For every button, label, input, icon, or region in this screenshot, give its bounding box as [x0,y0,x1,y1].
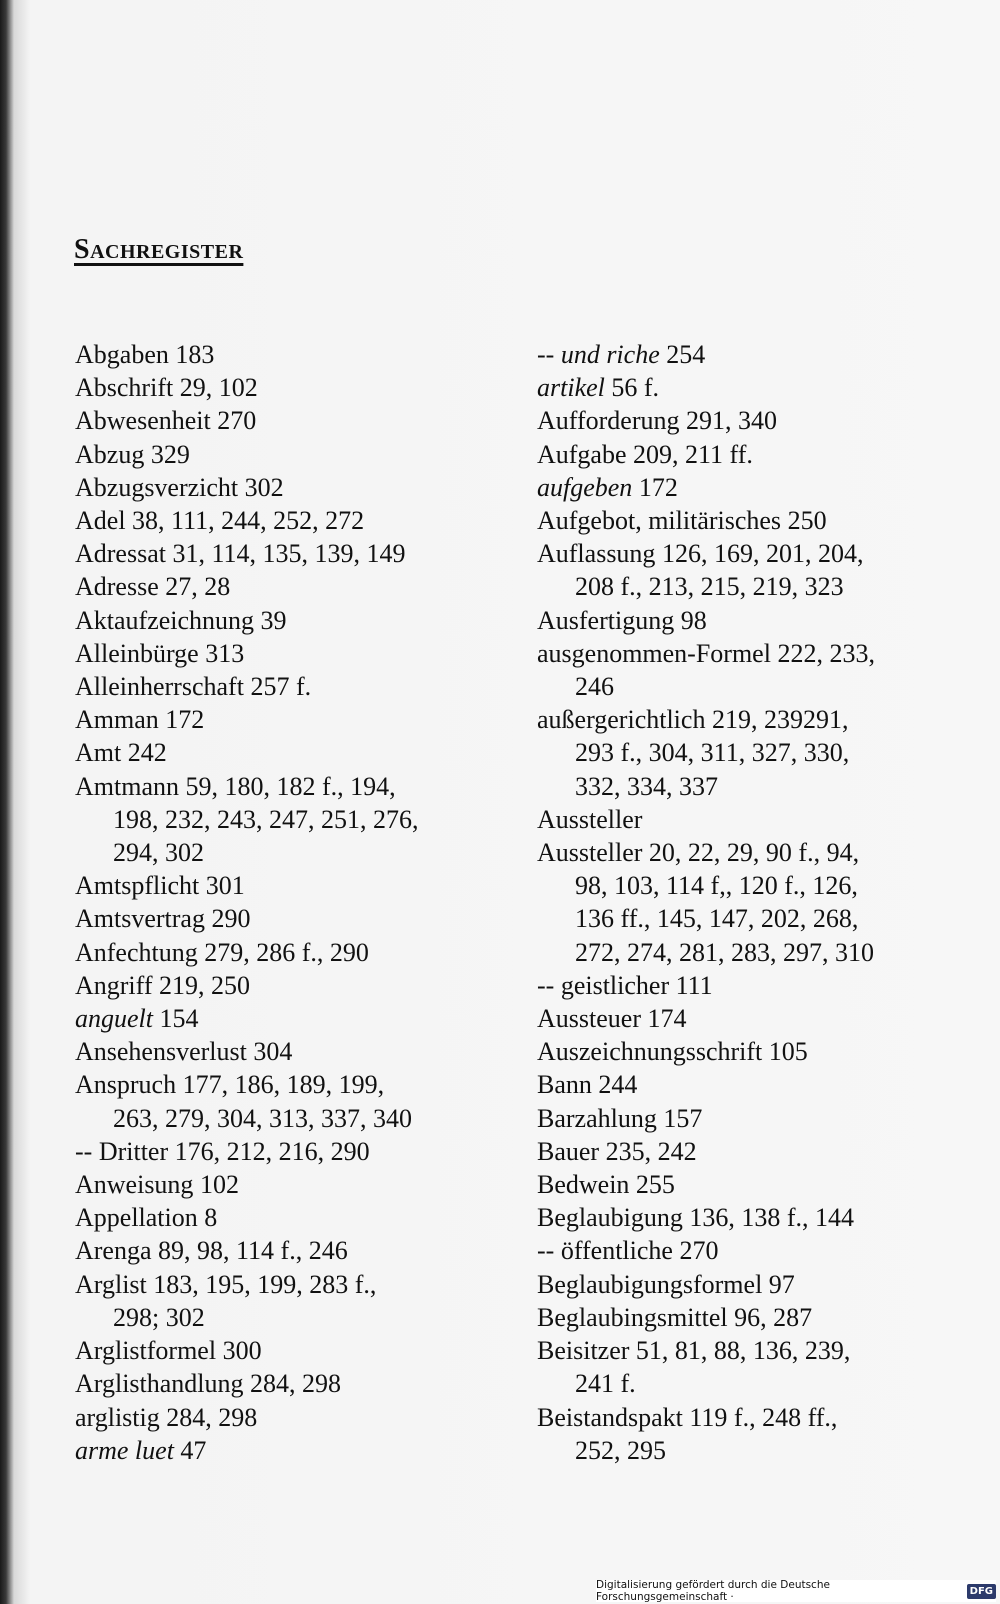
index-entry [75,404,515,437]
entry-term: Ansehensverlust [75,1037,247,1067]
entry-term: Aufgabe [537,439,627,469]
entry-page-refs: 47 [180,1435,207,1465]
entry-term: aufgeben [537,472,633,502]
entry-term: Beglaubigungsformel [537,1269,763,1299]
entry-page-refs: 255 [635,1170,675,1200]
entry-term: Aussteller [537,838,643,868]
entry-continuation: 272, 274, 281, 283, 297, 310 [575,937,874,967]
entry-term: Arglisthandlung [75,1369,244,1399]
entry-term: Abschrift [75,373,174,403]
entry-continuation: 198, 232, 243, 247, 251, 276, [113,804,419,834]
index-entry [537,371,977,404]
entry-page-refs: 290 [211,904,251,934]
entry-page-refs: 174 [647,1004,687,1034]
index-entry [75,604,515,637]
entry-page-refs: 244 [598,1070,638,1100]
index-entry [75,504,515,537]
entry-term: Anweisung [75,1170,194,1200]
entry-page-refs: 301 [205,871,245,901]
entry-term: Beisitzer [537,1336,630,1366]
entry-term: Amtmann [75,771,179,801]
entry-page-refs: 126, 169, 201, 204, [661,539,864,569]
entry-continuation: 298; 302 [113,1302,205,1332]
entry-continuation: 136 ff., 145, 147, 202, 268, [575,904,859,934]
entry-page-refs: 96, 287 [734,1302,813,1332]
index-entry [75,1401,515,1434]
index-entry [537,1301,977,1334]
entry-continuation: 294, 302 [113,838,204,868]
index-entry [75,1367,515,1400]
entry-continuation: 208 f., 213, 215, 219, 323 [575,572,844,602]
index-entry [75,1201,515,1234]
index-entry [537,471,977,504]
index-entry [75,736,515,769]
entry-term: Amman [75,705,159,735]
entry-term: Aufgebot, militärisches [537,506,782,536]
entry-page-refs: 38, 111, 244, 252, 272 [132,506,365,536]
entry-page-refs: 20, 22, 29, 90 f., 94, [648,838,860,868]
entry-page-refs: 304 [253,1037,293,1067]
index-entry [75,1168,515,1201]
entry-continuation: 293 f., 304, 311, 327, 330, [575,738,850,768]
index-entry [75,936,515,969]
index-entry [75,1334,515,1367]
index-entry [537,1234,977,1267]
entry-page-refs: 291, 340 [685,406,777,436]
index-entry [537,1401,977,1467]
entry-continuation: 332, 334, 337 [575,771,718,801]
entry-term: Anfechtung [75,937,198,967]
entry-term: Alleinbürge [75,638,199,668]
index-entry [75,637,515,670]
entry-page-refs: 51, 81, 88, 136, 239, [635,1336,851,1366]
entry-page-refs: 183, 195, 199, 283 f., [153,1269,377,1299]
entry-term: Beglaubingsmittel [537,1302,728,1332]
index-entry [75,1035,515,1068]
entry-continuation: 246 [575,672,614,702]
entry-page-refs: 254 [666,340,706,369]
index-entry [75,902,515,935]
index-entry [537,1201,977,1234]
entry-page-refs: 270 [217,406,257,436]
entry-continuation: 252, 295 [575,1435,666,1465]
index-entry [75,703,515,736]
entry-term: arme luet [75,1435,174,1465]
index-entry [75,1135,515,1168]
index-entry [537,969,977,1002]
entry-page-refs: 98 [680,605,707,635]
entry-term: Auflassung [537,539,656,569]
entry-page-refs: 270 [679,1236,719,1266]
index-entry [75,1434,515,1467]
index-entry [537,836,977,969]
entry-term: Beistandspakt [537,1402,683,1432]
entry-page-refs: 257 f. [250,672,312,702]
index-entry [537,703,977,803]
entry-term: -- öffentliche [537,1236,673,1266]
index-entry [75,371,515,404]
dfg-logo: DFG [967,1584,996,1599]
entry-term: Adressat [75,539,166,569]
entry-term: Amt [75,738,122,768]
entry-term: Abwesenheit [75,406,211,436]
entry-page-refs: 242 [127,738,167,768]
entry-term: Adresse [75,572,159,602]
entry-page-refs: 209, 211 ff. [633,439,753,469]
entry-term: Amtsvertrag [75,904,205,934]
entry-term: Anspruch [75,1070,177,1100]
entry-continuation: 98, 103, 114 f,, 120 f., 126, [575,871,858,901]
entry-page-refs: 222, 233, [777,638,875,668]
entry-term: Aussteuer [537,1004,641,1034]
index-entry [537,338,977,371]
entry-page-refs: 97 [768,1269,795,1299]
entry-page-refs: 105 [768,1037,808,1067]
index-entry [537,404,977,437]
footer-text: Digitalisierung gefördert durch die Deutsche Forschungsgemeinschaft · [596,1579,830,1603]
entry-term: Bann [537,1070,592,1100]
entry-term: Appellation [75,1203,198,1233]
entry-term: Bauer [537,1136,600,1166]
entry-term: Angriff [75,970,153,1000]
entry-term: Aussteller [537,804,643,834]
entry-page-refs: 27, 28 [165,572,231,602]
index-entry [537,604,977,637]
entry-page-refs: 157 [663,1103,703,1133]
entry-term: Arenga [75,1236,152,1266]
entry-term: -- Dritter [75,1136,169,1166]
entry-term: Amtspflicht [75,871,200,901]
entry-term: anguelt [75,1004,153,1034]
entry-term: -- und riche [537,340,660,369]
index-entry [537,1268,977,1301]
entry-page-refs: 250 [787,506,827,536]
entry-term: Arglistformel [75,1336,217,1366]
entry-page-refs: 219, 250 [159,970,251,1000]
entry-page-refs: 183 [175,340,215,369]
entry-page-refs: 279, 286 f., 290 [204,937,369,967]
index-entry [537,1334,977,1400]
entry-term: Abgaben [75,340,169,369]
index-entry [537,803,977,836]
entry-page-refs: 102 [199,1170,239,1200]
entry-page-refs: 8 [204,1203,218,1233]
index-entry [537,1002,977,1035]
entry-page-refs: 154 [159,1004,199,1034]
entry-page-refs: 176, 212, 216, 290 [174,1136,370,1166]
entry-term: Bedwein [537,1170,630,1200]
entry-term: Auszeichnungsschrift [537,1037,763,1067]
entry-term: artikel [537,373,605,403]
index-entry [75,869,515,902]
entry-page-refs: 313 [205,638,245,668]
entry-page-refs: 31, 114, 135, 139, 149 [172,539,406,569]
entry-page-refs: 39 [260,605,287,635]
entry-continuation: 263, 279, 304, 313, 337, 340 [113,1103,412,1133]
entry-page-refs: 119 f., 248 ff., [689,1402,838,1432]
entry-continuation: 241 f. [575,1369,636,1399]
entry-page-refs: 172 [165,705,205,735]
index-entry [537,504,977,537]
entry-term: Adel [75,506,126,536]
index-entry [537,537,977,603]
entry-term: Alleinherrschaft [75,672,244,702]
entry-page-refs: 302 [244,472,284,502]
index-entry [75,338,515,371]
entry-term: Ausfertigung [537,605,675,635]
index-entry [537,1035,977,1068]
entry-term: Abzug [75,439,145,469]
entry-page-refs: 235, 242 [605,1136,697,1166]
entry-page-refs: 111 [675,970,713,1000]
entry-term: Barzahlung [537,1103,657,1133]
entry-page-refs: 59, 180, 182 f., 194, [185,771,396,801]
entry-term: arglistig [75,1402,160,1432]
entry-page-refs: 56 f. [611,373,660,403]
index-column-left [75,338,515,1467]
entry-term: -- geistlicher [537,970,670,1000]
index-entry [75,537,515,570]
index-entry [75,471,515,504]
index-entry [537,438,977,471]
entry-page-refs: 284, 298 [250,1369,342,1399]
entry-page-refs: 136, 138 f., 144 [689,1203,855,1233]
entry-term: Beglaubigung [537,1203,683,1233]
index-entry [537,1102,977,1135]
index-entry [75,670,515,703]
index-entry [537,1135,977,1168]
entry-page-refs: 29, 102 [179,373,258,403]
index-entry [75,570,515,603]
entry-page-refs: 89, 98, 114 f., 246 [158,1236,348,1266]
entry-term: Arglist [75,1269,147,1299]
entry-term: ausgenommen-Formel [537,638,771,668]
entry-term: Aktaufzeichnung [75,605,255,635]
index-entry [75,1068,515,1134]
entry-page-refs: 219, 239291, [711,705,849,735]
index-entry [537,1168,977,1201]
index-entry [75,1268,515,1334]
index-entry [537,637,977,703]
index-entry [75,1002,515,1035]
index-entry [537,1068,977,1101]
index-entry [75,1234,515,1267]
digitization-footer [596,1580,996,1602]
entry-page-refs: 284, 298 [166,1402,258,1432]
index-entry [75,438,515,471]
index-entry [75,969,515,1002]
entry-term: Abzugsverzicht [75,472,239,502]
entry-term: außergerichtlich [537,705,706,735]
entry-page-refs: 329 [150,439,190,469]
entry-page-refs: 177, 186, 189, 199, [182,1070,385,1100]
entry-page-refs: 172 [638,472,678,502]
page-heading: Sachregister [74,234,244,265]
index-entry [75,770,515,870]
entry-page-refs: 300 [222,1336,262,1366]
index-column-right [537,338,977,1467]
entry-term: Aufforderung [537,406,680,436]
